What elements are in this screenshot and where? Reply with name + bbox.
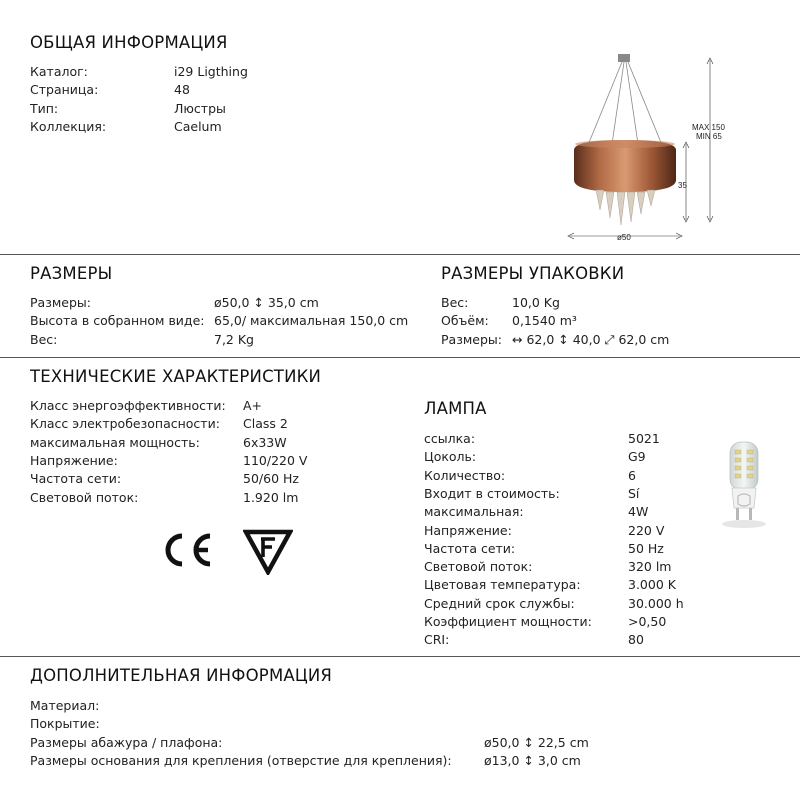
row-value: A+ [243, 398, 263, 413]
max-height-label: MAX 150 [692, 123, 725, 132]
row-label: Световой поток: [424, 559, 533, 575]
row-label: Цоколь: [424, 449, 477, 465]
row-label: Материал: [30, 698, 100, 713]
row-value: 4W [628, 504, 649, 520]
row-label: Класс энергоэффективности: [30, 398, 226, 413]
row-value: ø50,0 ↕ 35,0 cm [214, 295, 319, 310]
cable [612, 62, 624, 144]
row-value: ↔ 62,0 ↕ 40,0 ⤢ 62,0 cm [512, 331, 670, 347]
row-value: 50/60 Hz [243, 471, 299, 487]
technical-title: ТЕХНИЧЕСКИЕ ХАРАКТЕРИСТИКИ [30, 367, 322, 386]
min-height-label: MIN 65 [696, 132, 722, 141]
row-value: 80 [628, 632, 644, 648]
row-value: ø50,0 ↕ 22,5 cm [484, 734, 589, 750]
row-label: Покрытие: [30, 716, 100, 732]
row-label: Вес: [30, 331, 58, 347]
divider [0, 656, 800, 657]
row-value: 220 V [628, 522, 665, 538]
row-label: Тип: [30, 100, 59, 116]
diameter-label: ø50 [617, 233, 631, 242]
canopy [618, 54, 630, 62]
row-label: Размеры: [30, 295, 91, 310]
row-label: Страница: [30, 82, 99, 98]
divider [0, 254, 800, 255]
cable [626, 62, 638, 144]
row-label: Частота сети: [424, 540, 516, 556]
row-label: Напряжение: [30, 452, 118, 468]
row-value: >0,50 [628, 614, 667, 629]
row-label: Частота сети: [30, 471, 122, 487]
additional-title: ДОПОЛНИТЕЛЬНАЯ ИНФОРМАЦИЯ [30, 666, 333, 685]
row-value: 320 lm [628, 559, 672, 575]
row-value: Sí [628, 485, 640, 501]
divider [0, 357, 800, 358]
f-mark-icon [243, 529, 293, 575]
row-value: 50 Hz [628, 540, 664, 556]
row-label: Размеры: [441, 331, 502, 347]
row-label: Средний срок службы: [424, 595, 575, 611]
shade-height-label: 35 [678, 181, 687, 190]
row-label: Класс электробезопасности: [30, 416, 220, 432]
row-label: Каталог: [30, 64, 88, 79]
ce-mark-icon [160, 530, 214, 570]
row-value: 5021 [628, 431, 660, 446]
row-value: i29 Ligthing [174, 64, 248, 79]
row-label: Объём: [441, 313, 489, 329]
row-label: CRI: [424, 632, 450, 648]
row-value: G9 [628, 449, 646, 465]
row-value: ø13,0 ↕ 3,0 cm [484, 752, 581, 768]
row-value: 3.000 K [628, 577, 676, 593]
row-value: 6x33W [243, 434, 287, 450]
row-label: Коэффициент мощности: [424, 614, 592, 629]
row-value: Caelum [174, 118, 222, 134]
row-label: ссылка: [424, 431, 476, 446]
dimensions-title: РАЗМЕРЫ [30, 264, 113, 283]
cable [628, 62, 662, 145]
row-value: 0,1540 m³ [512, 313, 577, 329]
crystal-drops [596, 190, 655, 225]
row-label: Вес: [441, 295, 469, 310]
chandelier-dimension-drawing [540, 40, 740, 250]
row-label: Цветовая температура: [424, 577, 581, 593]
row-value: 30.000 h [628, 595, 684, 611]
row-value: Class 2 [243, 416, 288, 432]
general-info-title: ОБЩАЯ ИНФОРМАЦИЯ [30, 33, 228, 52]
row-label: Размеры абажура / плафона: [30, 734, 223, 750]
row-label: Световой поток: [30, 489, 139, 505]
lamp-title: ЛАМПА [424, 399, 487, 418]
row-value: 65,0/ максимальная 150,0 cm [214, 313, 409, 329]
row-value: 10,0 Kg [512, 295, 560, 310]
row-label: Входит в стоимость: [424, 485, 560, 501]
row-label: Количество: [424, 467, 506, 483]
packaging-title: РАЗМЕРЫ УПАКОВКИ [441, 264, 625, 283]
row-label: максимальная мощность: [30, 434, 200, 450]
row-label: Размеры основания для крепления (отверстие для крепления): [30, 752, 452, 768]
g9-bulb-icon [718, 438, 770, 530]
row-value: 48 [174, 82, 190, 98]
cable [588, 62, 622, 145]
row-label: Коллекция: [30, 118, 107, 134]
row-label: Напряжение: [424, 522, 512, 538]
row-value: 1.920 lm [243, 489, 299, 505]
row-value: 6 [628, 467, 636, 483]
row-value: 110/220 V [243, 452, 308, 468]
row-label: максимальная: [424, 504, 524, 520]
row-label: Высота в собранном виде: [30, 313, 205, 329]
row-value: 7,2 Kg [214, 331, 254, 347]
row-value: Люстры [174, 100, 226, 116]
